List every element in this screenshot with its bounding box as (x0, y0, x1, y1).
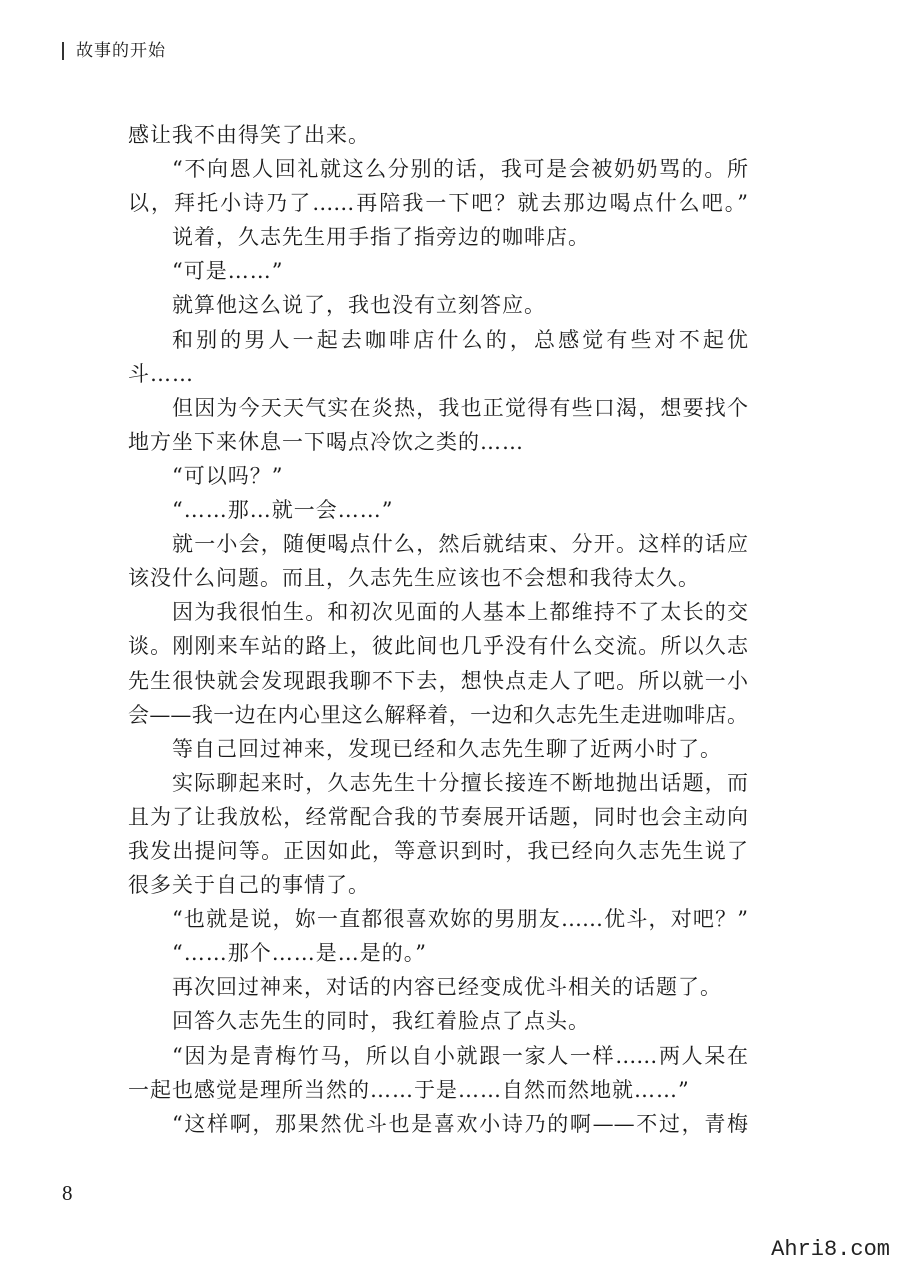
text-line: 会——我一边在内心里这么解释着，一边和久志先生走进咖啡店。 (128, 702, 748, 727)
paragraph (128, 970, 748, 1004)
text-line: “可以吗？” (172, 463, 284, 488)
paragraph (128, 118, 748, 152)
paragraph (128, 595, 748, 731)
text-line: “不向恩人回礼就这么分别的话，我可是会被奶奶骂的。所 (172, 157, 748, 182)
paragraph (128, 391, 748, 459)
text-line: 一起也感觉是理所当然的……于是……自然而然地就……” (128, 1077, 690, 1102)
watermark: Ahri8.com (771, 1237, 890, 1262)
text-line: 斗…… (128, 361, 194, 386)
text-line: 我发出提问等。正因如此，等意识到时，我已经向久志先生说了 (128, 838, 748, 863)
paragraph (128, 459, 748, 493)
paragraph (128, 288, 748, 322)
text-line: 说着，久志先生用手指了指旁边的咖啡店。 (172, 225, 590, 250)
text-line: 感让我不由得笑了出来。 (128, 123, 370, 147)
text-line: 地方坐下来休息一下喝点冷饮之类的…… (128, 429, 524, 454)
paragraph (128, 493, 748, 527)
text-line: “……那个……是…是的。” (172, 941, 427, 966)
paragraph (128, 732, 748, 766)
text-line: 先生很快就会发现跟我聊不下去，想快点走人了吧。所以就一小 (128, 668, 748, 693)
text-line: 以，拜托小诗乃了……再陪我一下吧？就去那边喝点什么吧。” (128, 191, 748, 216)
header-rule (62, 42, 64, 60)
text-line: “因为是青梅竹马，所以自小就跟一家人一样……两人呆在 (172, 1043, 748, 1068)
text-line: 再次回过神来，对话的内容已经变成优斗相关的话题了。 (172, 975, 722, 1000)
text-line: 就算他这么说了，我也没有立刻答应。 (172, 293, 546, 318)
paragraph (128, 936, 748, 970)
paragraph (128, 220, 748, 254)
text-line: 且为了让我放松，经常配合我的节奏展开话题，同时也会主动向 (128, 804, 748, 829)
text-line: “……那…就一会……” (172, 498, 394, 523)
paragraph (128, 527, 748, 595)
body-text (128, 118, 748, 1141)
text-line: “这样啊，那果然优斗也是喜欢小诗乃的啊——不过，青梅 (172, 1111, 748, 1136)
text-line: 因为我很怕生。和初次见面的人基本上都维持不了太长的交 (172, 600, 748, 625)
paragraph (128, 323, 748, 391)
paragraph (128, 766, 748, 902)
text-line: 和别的男人一起去咖啡店什么的，总感觉有些对不起优 (172, 327, 748, 352)
text-line: “也就是说，妳一直都很喜欢妳的男朋友……优斗，对吧？” (172, 907, 748, 932)
text-line: 实际聊起来时，久志先生十分擅长接连不断地抛出话题，而 (172, 770, 748, 795)
text-line: 就一小会，随便喝点什么，然后就结束、分开。这样的话应 (172, 532, 748, 557)
paragraph (128, 254, 748, 288)
text-line: 谈。刚刚来车站的路上，彼此间也几乎没有什么交流。所以久志 (128, 634, 748, 659)
paragraph (128, 1004, 748, 1038)
paragraph (128, 1107, 748, 1141)
text-line: 回答久志先生的同时，我红着脸点了点头。 (172, 1009, 590, 1034)
text-line: 很多关于自己的事情了。 (128, 873, 370, 898)
text-line: 但因为今天天气实在炎热，我也正觉得有些口渴，想要找个 (172, 395, 748, 420)
paragraph (128, 152, 748, 220)
text-line: “可是……” (172, 259, 284, 284)
text-line: 该没什么问题。而且，久志先生应该也不会想和我待太久。 (128, 566, 700, 591)
running-title: 故事的开始 (76, 41, 166, 61)
paragraph (128, 1039, 748, 1107)
page-number: 8 (62, 1181, 73, 1205)
paragraph (128, 902, 748, 936)
text-line: 等自己回过神来，发现已经和久志先生聊了近两小时了。 (172, 736, 722, 761)
